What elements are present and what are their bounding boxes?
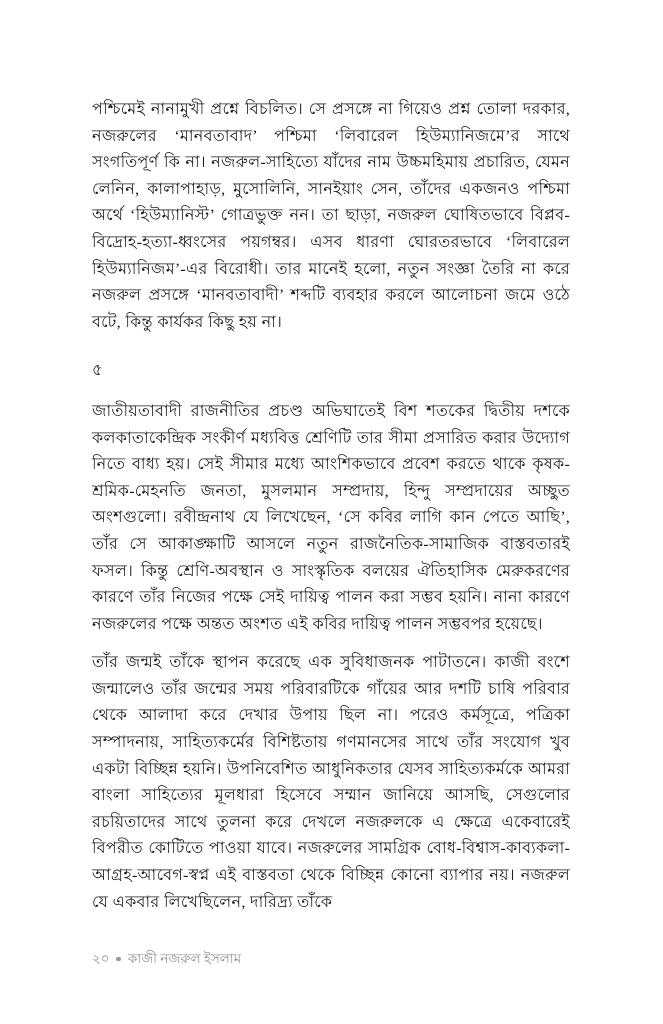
footer-book-title: কাজী নজরুল ইসলাম	[127, 951, 242, 966]
text-column	[92, 96, 570, 915]
section-number: ৫	[92, 361, 103, 380]
body-paragraph-3: তাঁর জন্মই তাঁকে স্থাপন করেছে এক সুবিধাজনক পাটাতনে। কাজী বংশে জন্মালেও তাঁর জন্মের সময় পরিবারটিকে গাঁয়ের আর দশটি চাষি পরিবার থেকে আলাদা করে দেখার উপায় ছিল না। পরেও কর্মসূত্রে, পত্রিকা সম্পাদনায়, সাহিত্যকর্মের বিশিষ্টতায় গণমানসের সাথে তাঁর সংযোগ খুব একটা বিচ্ছিন্ন হয়নি। উপনিবেশিত আধুনিকতার যেসব সাহিত্যকর্মকে আমরা বাংলা সাহিত্যের মূলধারা হিসেবে সম্মান জানিয়ে আসছি, সেগুলোর রচয়িতাদের সাথে তুলনা করে দেখলে নজরুলকে এ ক্ষেত্রে একেবারেই বিপরীত কোটিতে পাওয়া যাবে। নজরুলের সামগ্রিক বোধ-বিশ্বাস-কাব্যকলা-আগ্রহ-আবেগ-স্বপ্ন এই বাস্তবতা থেকে বিচ্ছিন্ন কোনো ব্যাপার নয়। নজরুল যে একবার লিখেছিলেন, দারিদ্র্য তাঁকে	[92, 653, 570, 911]
body-paragraph-1: পশ্চিমেই নানামুখী প্রশ্নে বিচলিত। সে প্রসঙ্গে না গিয়েও প্রশ্ন তোলা দরকার, নজরুলের ‘মানবতাবাদ’ পশ্চিমা ‘লিবারেল হিউম্যানিজমে’র সাথে সংগতিপূর্ণ কি না। নজরুল-সাহিত্যে যাঁদের নাম উচ্চমহিমায় প্রচারিত, যেমন লেনিন, কালাপাহাড়, মুসোলিনি, সানইয়াং সেন, তাঁদের একজনও পশ্চিমা অর্থে ‘হিউম্যানিস্ট’ গোত্রভুক্ত নন। তা ছাড়া, নজরুল ঘোষিতভাবে বিপ্লব-বিদ্রোহ-হত্যা-ধ্বংসের পয়গম্বর। এসব ধারণা ঘোরতরভাবে ‘লিবারেল হিউম্যানিজম’-এর বিরোধী। তার মানেই হলো, নতুন সংজ্ঞা তৈরি না করে নজরুল প্রসঙ্গে ‘মানবতাবাদী’ শব্দটি ব্যবহার করলে আলোচনা জমে ওঠে বটে, কিন্তু কার্যকর কিছু হয় না।	[92, 100, 570, 331]
bullet-separator-icon	[116, 957, 121, 962]
page-footer	[92, 950, 570, 968]
body-paragraph-2: জাতীয়তাবাদী রাজনীতির প্রচণ্ড অভিঘাতেই বিশ শতকের দ্বিতীয় দশকে কলকাতাকেন্দ্রিক সংকীর্ণ মধ্যবিত্ত শ্রেণিটি তার সীমা প্রসারিত করার উদ্যোগ নিতে বাধ্য হয়। সেই সীমার মধ্যে আংশিকভাবে প্রবেশ করতে থাকে কৃষক-শ্রমিক-মেহনতি জনতা, মুসলমান সম্প্রদায়, হিন্দু সম্প্রদায়ের অচ্ছুত অংশগুলো। রবীন্দ্রনাথ যে লিখেছেন, ‘সে কবির লাগি কান পেতে আছি’, তাঁর সে আকাঙ্ক্ষাটি আসলে নতুন রাজনৈতিক-সামাজিক বাস্তবতারই ফসল। কিন্তু শ্রেণি-অবস্থান ও সাংস্কৃতিক বলয়ের ঐতিহাসিক মেরুকরণের কারণে তাঁর নিজের পক্ষে সেই দায়িত্ব পালন করা সম্ভব হয়নি। নানা কারণে নজরুলের পক্ষে অন্তত অংশত এই কবির দায়িত্ব পালন সম্ভবপর হয়েছে।	[92, 401, 570, 633]
footer-page-number: ২০	[92, 951, 110, 966]
